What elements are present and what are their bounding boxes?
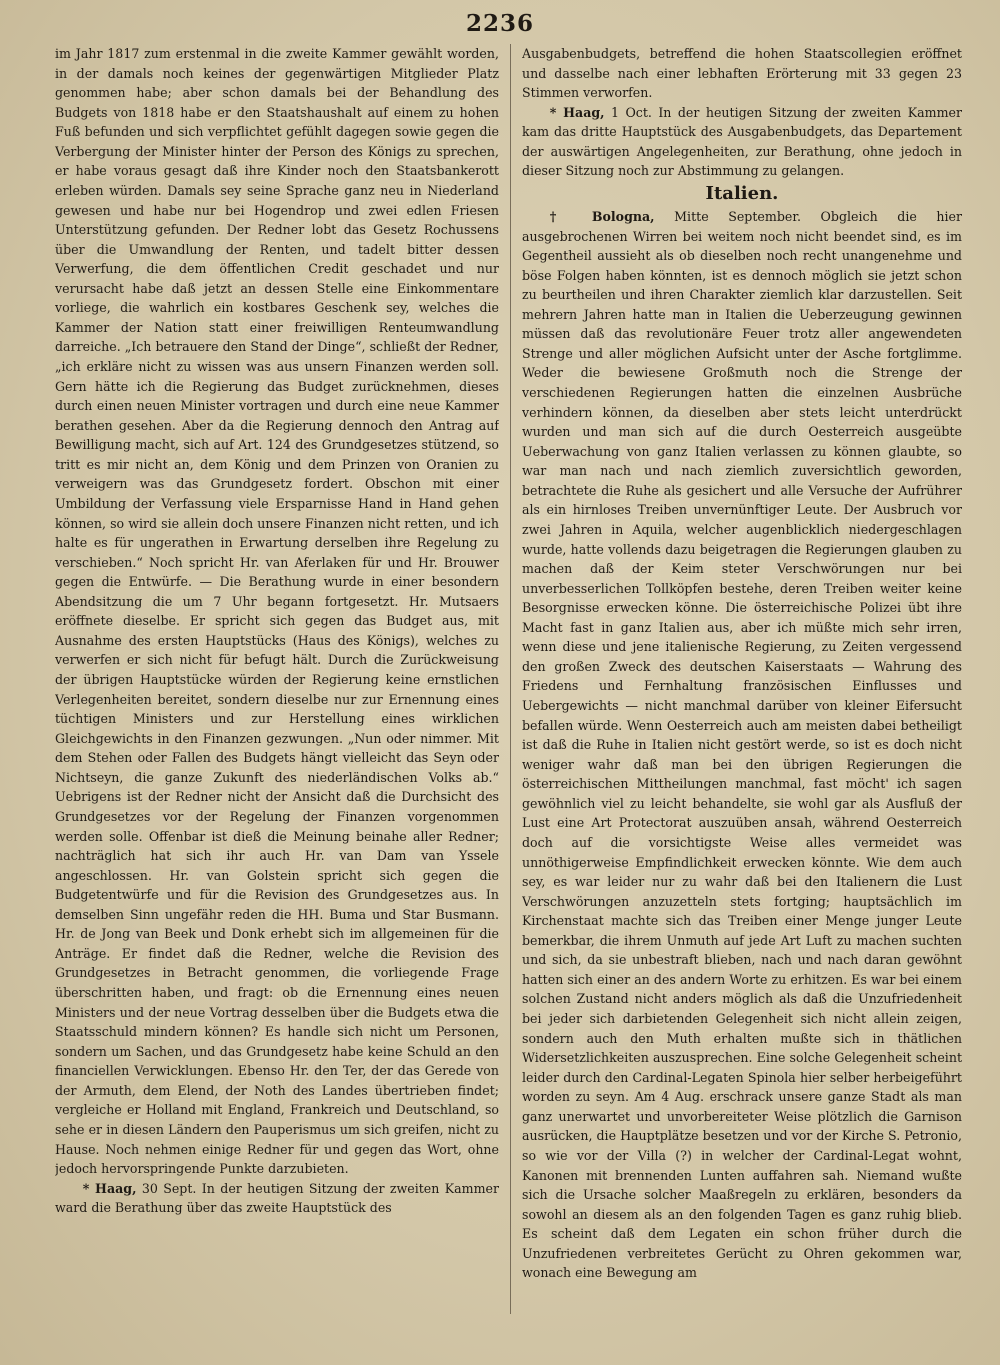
right-column [522, 44, 962, 1324]
article-text: Mitte September. Obgleich die hier ausgebrochenen Wirren bei weitem noch nicht beendet sind, es im Gegentheil aussieht als ob dieselben noch recht unangenehme und böse Folgen haben könnten, ist es dennoch möglich sie jetzt schon zu beurtheilen und ihren Charakter ziemlich klar darzustellen. Seit mehrern Jahren hatte man in Italien die Ueberzeugung gewinnen müssen daß das revolutionäre Feuer trotz aller angewendeten Strenge und aller möglichen Aufsicht unter der Asche fortglimme. Weder die bewiesene Großmuth noch die Strenge der verschiedenen Regierungen hatten die einzelnen Ausbrüche verhindern können, da dieselben aber stets leicht unterdrückt wurden und man sich auf die durch Oesterreich ausgeübte Ueberwachung von ganz Italien verlassen zu können glaubte, so war man nach und nach ziemlich zuversichtlich geworden, betrachtete die Ruhe als gesichert und alle Versuche der Aufrührer als ein hirnloses Treiben unvernünftiger Leute. Der Ausbruch vor zwei Jahren in Aquila, welcher augenblicklich niedergeschlagen wurde, hatte vollends dazu beigetragen die Regierungen glauben zu machen daß der Keim steter Verschwörungen nur bei unverbesserlichen Tollköpfen bestehe, deren Treiben weiter keine Besorgnisse erwecken könne. Die österreichische Polizei übt ihre Macht fast in ganz Italien aus, aber ich müßte mich sehr irren, wenn diese und jene italienische Regierung, zu Zeiten vergessend den großen Zweck des deutschen Kaiserstaats — Wahrung des Friedens und Fernhaltung französischen Einflusses und Uebergewichts — nicht manchmal darüber von kleiner Eifersucht befallen würde. Wenn Oesterreich auch am meisten dabei betheiligt ist daß die Ruhe in Italien nicht gestört werde, so ist es doch nicht weniger wahr daß man bei den übrigen Regierungen die österreichischen Mittheilungen manchmal, fast möcht' ich sagen gewöhnlich viel zu leicht behandelte, sie wohl gar als Ausfluß der Lust eine Art Protectorat auszuüben ansah, während Oesterreich doch auf die vorsichtigste Weise alles vermeidet was unnöthigerweise Empfindlichkeit erwecken könnte. Wie dem auch sey, es war leider nur zu wahr daß bei den Italienern die Lust Verschwörungen anzuzetteln stets fortging; hauptsächlich im Kirchenstaat machte sich das Treiben einer Menge junger Leute bemerkbar, die ihrem Unmuth auf jede Art Luft zu machen suchten und sich, da sie unbestraft blieben, nach und nach daran gewöhnt hatten sich einer an des andern Worte zu erhitzen. Es war bei einem solchen Zustand nicht anders möglich als daß die Unzufriedenheit bei jeder sich darbietenden Gelegenheit sich nicht allein zeigen, sondern auch den Muth erhalten mußte sich in thätlichen Widersetzlichkeiten auszusprechen. Eine solche Gelegenheit scheint leider durch den Cardinal-Legaten Spinola hier selber herbeigeführt worden zu seyn. Am 4 Aug. erschrack unsere ganze Stadt als man ganz unerwartet und unvorbereiteter Weise plötzlich die Garnison ausrücken, die Hauptplätze besetzen und vor der Kirche S. Petronio, so wie vor der Villa (?) in welcher der Cardinal-Legat wohnt, Kanonen mit brennenden Lunten auffahren sah. Niemand wußte sich die Ursache solcher Maaßregeln zu erklären, besonders da sowohl an diesem als an den folgenden Tagen es ganz ruhig blieb. Es scheint daß dem Legaten ein schon früher durch die Unzufriedenen verbreitetes Gerücht zu Ohren gekommen war, wonach eine Bewegung am [522, 208, 962, 1281]
article-text: 30 Sept. In der heutigen Sitzung der zweiten Kammer ward die Berathung über das zweite Hauptstück des [55, 1180, 499, 1216]
article-text: 1 Oct. In der heutigen Sitzung der zweiten Kammer kam das dritte Hauptstück des Ausgabenbudgets, das Departement der auswärtigen Angelegenheiten, zur Berathung, ohne jedoch in dieser Sitzung noch zur Abstimmung zu gelangen. [522, 104, 962, 179]
column-divider [510, 44, 511, 1314]
left-column [55, 44, 499, 1324]
article-paragraph [522, 207, 962, 1283]
article-paragraph [522, 103, 962, 181]
dateline: * Haag, [549, 104, 605, 120]
article-paragraph [55, 1179, 499, 1218]
article-paragraph: Ausgabenbudgets, betreffend die hohen Staatscollegien eröffnet und dasselbe nach einer lebhaften Erörterung mit 33 gegen 23 Stimmen verworfen. [522, 46, 962, 101]
page-number: 2236 [465, 10, 534, 37]
dateline: † Bologna, [549, 208, 655, 224]
section-heading: Italien. [705, 182, 779, 204]
dateline: * Haag, [82, 1180, 137, 1196]
article-paragraph: im Jahr 1817 zum erstenmal in die zweite Kammer gewählt worden, in der damals noch keines der gegenwärtigen Mitglieder Platz genommen habe; aber schon damals bei der Behandlung des Budgets von 1818 habe er den Staatshaushalt auf einem zu hohen Fuß befunden und sich verpflichtet gefühlt dagegen sowie gegen die Verbergung der Minister hinter der Person des Königs zu sprechen, er habe voraus gesagt daß ihre Kinder noch den Staatsbankerott erleben würden. Damals sey seine Sprache ganz neu in Niederland gewesen und habe nur bei Hogendrop und zwei edlen Friesen Unterstützung gefunden. Der Redner lobt das Gesetz Rochussens über die Umwandlung der Renten, und tadelt bitter dessen Verwerfung, die dem öffentlichen Credit geschadet und nur verursacht habe daß jetzt an dessen Stelle eine Einkommentare vorliege, die wahrlich ein kostbares Geschenk sey, welches die Kammer der Nation statt einer freiwilligen Renteumwandlung darreiche. „Ich betrauere den Stand der Dinge“, schließt der Redner, „ich erkläre nicht zu wissen was aus unsern Finanzen werden soll. Gern hätte ich die Regierung das Budget zurücknehmen, dieses durch einen neuen Minister vortragen und durch eine neue Kammer berathen gesehen. Aber da die Regierung dennoch den Antrag auf Bewilligung macht, sich auf Art. 124 des Grundgesetzes stützend, so tritt es mir nicht an, dem König und dem Prinzen von Oranien zu verweigern was das Grundgesetz fordert. Obschon mit einer Umbildung der Verfassung viele Ersparnisse Hand in Hand gehen können, so wird sie allein doch unsere Finanzen nicht retten, und ich halte es für ungerathen in Erwartung derselben ihre Regelung zu verschieben.“ Noch spricht Hr. van Aferlaken für und Hr. Brouwer gegen die Entwürfe. — Die Berathung wurde in einer besondern Abendsitzung die um 7 Uhr begann fortgesetzt. Hr. Mutsaers eröffnete dieselbe. Er spricht sich gegen das Budget aus, mit Ausnahme des ersten Hauptstücks (Haus des Königs), welches zu verwerfen er sich nicht für befugt hält. Durch die Zurückweisung der übrigen Hauptstücke würden der Regierung keine ernstlichen Verlegenheiten bereitet, sondern dieselbe nur zur Ernennung eines tüchtigen Ministers und zur Herstellung eines wirklichen Gleichgewichts in den Finanzen gezwungen. „Nun oder nimmer. Mit dem Stehen oder Fallen des Budgets hängt vielleicht das Seyn oder Nichtseyn, die ganze Zukunft des niederländischen Volks ab.“ Uebrigens ist der Redner nicht der Ansicht daß die Durchsicht des Grundgesetzes vor der Regelung der Finanzen vorgenommen werden solle. Offenbar ist dieß die Meinung beinahe aller Redner; nachträglich hat sich ihr auch Hr. van Dam van Yssele angeschlossen. Hr. van Golstein spricht sich gegen die Budgetentwürfe und für die Revision des Grundgesetzes aus. In demselben Sinn ungefähr reden die HH. Buma und Star Busmann. Hr. de Jong van Beek und Donk erhebt sich im allgemeinen für die Anträge. Er findet daß die Redner, welche die Revision des Grundgesetzes in Betracht genommen, die vorliegende Frage überschritten haben, und fragt: ob die Ernennung eines neuen Ministers und der neue Vortrag desselben über die Budgets etwa die Staatsschuld mindern können? Es handle sich nicht um Personen, sondern um Sachen, und das Grundgesetz habe keine Schuld an den financiellen Verwicklungen. Ebenso Hr. den Ter, der das Gerede von der Armuth, dem Elend, der Noth des Landes übertrieben findet; vergleiche er Holland mit England, Frankreich und Deutschland, so sehe er in diesen Ländern den Pauperismus um sich greifen, nicht zu Hause. Noch nehmen einige Redner für und gegen das Wort, ohne jedoch hervorspringende Punkte darzubieten. [55, 46, 499, 1177]
